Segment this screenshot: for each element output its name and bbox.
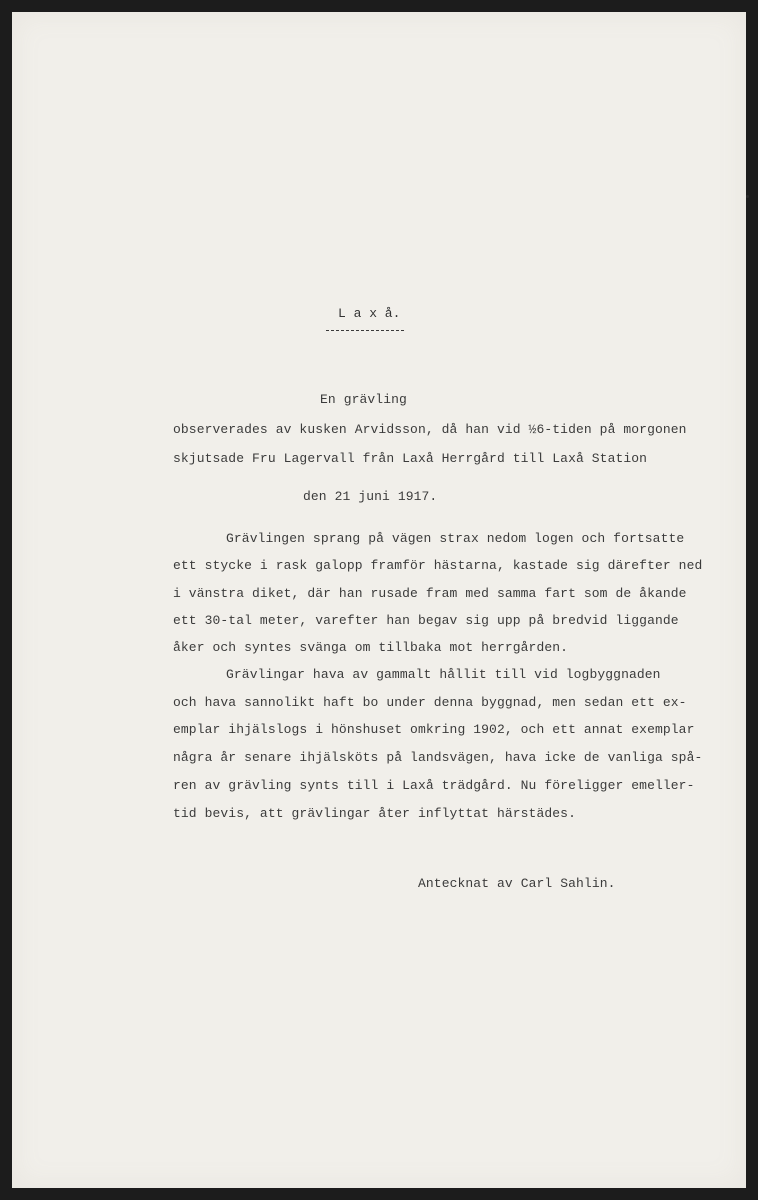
ink-speck xyxy=(746,195,749,198)
text-line: i vänstra diket, där han rusade fram med samma fart som de åkande xyxy=(173,586,687,601)
text-line: ett stycke i rask galopp framför hästarna, kastade sig därefter ned xyxy=(173,558,703,573)
text-line: En grävling xyxy=(320,392,407,407)
text-line: Grävlingen sprang på vägen strax nedom logen och fortsatte xyxy=(226,531,685,546)
text-line: observerades av kusken Arvidsson, då han vid ½6-tiden på morgonen xyxy=(173,422,687,437)
text-line: skjutsade Fru Lagervall från Laxå Herrgård till Laxå Station xyxy=(173,451,648,466)
signature: Antecknat av Carl Sahlin. xyxy=(418,876,616,891)
text-line: ett 30-tal meter, varefter han begav sig upp på bredvid liggande xyxy=(173,613,679,628)
document-title: L a x å. xyxy=(338,306,401,321)
text-line: åker och syntes svänga om tillbaka mot herrgården. xyxy=(173,640,569,655)
date-line: den 21 juni 1917. xyxy=(303,489,438,504)
text-line: emplar ihjälslogs i hönshuset omkring 1902, och ett annat exemplar xyxy=(173,722,695,737)
text-line: ren av grävling synts till i Laxå trädgård. Nu föreligger emeller- xyxy=(173,778,695,793)
text-line: några år senare ihjälsköts på landsvägen, hava icke de vanliga spå- xyxy=(173,750,703,765)
text-line: Grävlingar hava av gammalt hållit till vid logbyggnaden xyxy=(226,667,661,682)
text-line: tid bevis, att grävlingar åter inflyttat härstädes. xyxy=(173,806,576,821)
title-underline xyxy=(326,330,404,331)
text-line: och hava sannolikt haft bo under denna byggnad, men sedan ett ex- xyxy=(173,695,687,710)
